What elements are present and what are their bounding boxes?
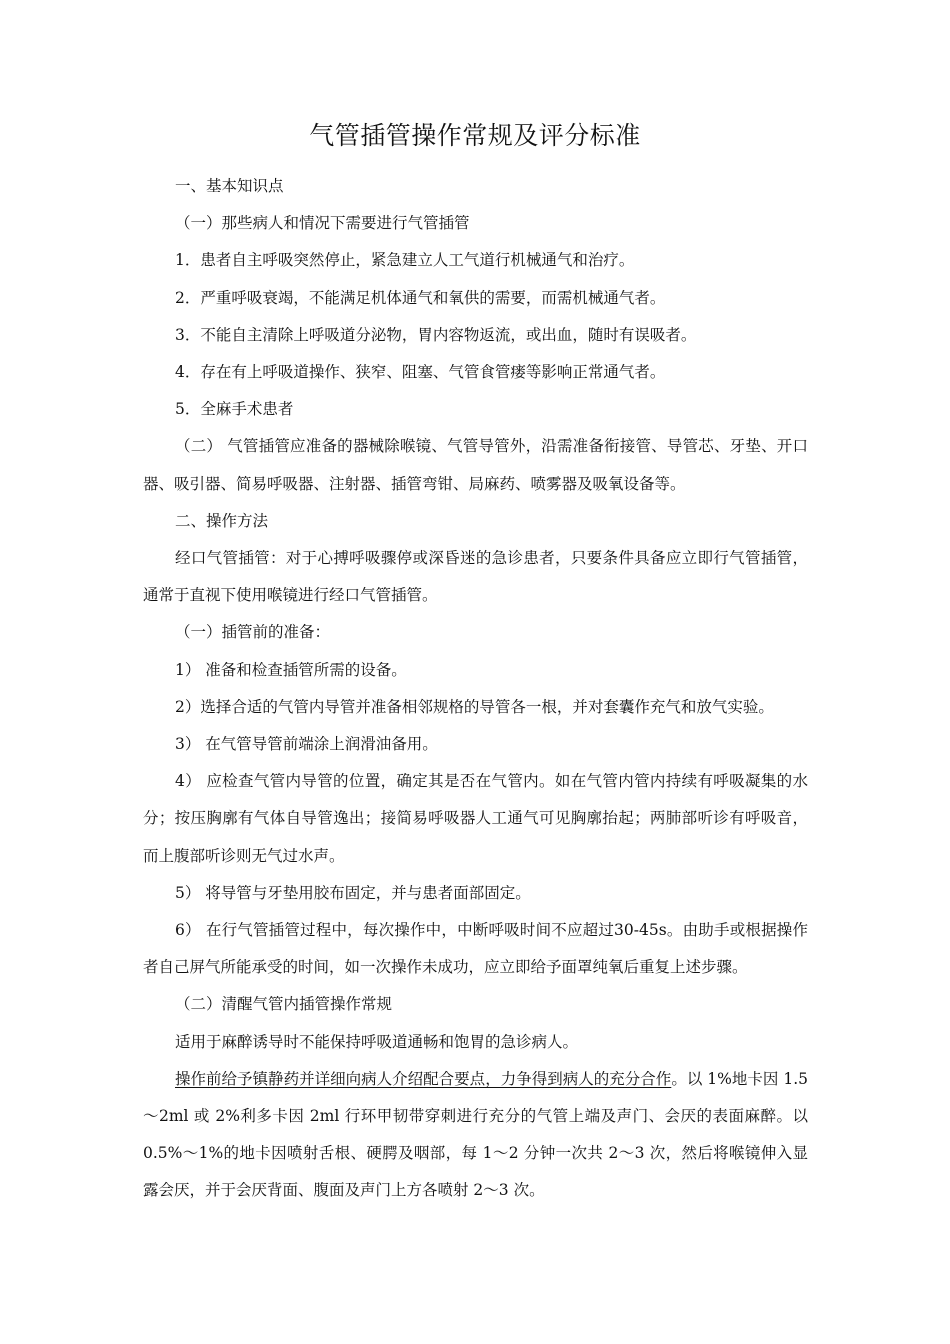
section-heading-methods: 二、操作方法 [175,511,269,530]
subsection-heading-awake-intubation: （二）清醒气管内插管操作常规 [175,995,393,1014]
document-title: 气管插管操作常规及评分标准 [309,121,641,150]
list-item: 3） 在气管导管前端涂上润滑油备用。 [175,735,438,754]
list-item: 6） 在行气管插管过程中，每次操作中，中断呼吸时间不应超过30-45s。由助手或根据操作者自己屏气所能承受的时间，如一次操作未成功，应立即给予面罩纯氧后重复上述步骤。 [143,921,808,977]
paragraph-anesthesia [143,1061,808,1210]
document-body [143,168,808,1210]
list-item: 5） 将导管与牙垫用胶布固定，并与患者面部固定。 [175,883,531,902]
list-item: 4．存在有上呼吸道操作、狭窄、阻塞、气管食管瘘等影响正常通气者。 [175,363,666,382]
list-item: 4） 应检查气管内导管的位置，确定其是否在气管内。如在气管内管内持续有呼吸凝集的水分；按压胸廓有气体自导管逸出；接简易呼吸器人工通气可见胸廓抬起；两肺部听诊有呼吸音，而上腹部听诊则无气过水声。 [143,772,808,865]
subsection-heading-preparation: （一）插管前的准备： [175,623,331,642]
section-heading-basics: 一、基本知识点 [175,177,284,195]
list-item: 5．全麻手术患者 [175,400,294,419]
underlined-text: 操作前给予镇静药并详细向病人介绍配合要点，力争得到病人的充分合作 [175,1069,672,1088]
paragraph-text: 。以 1%地卡因 1.5～2ml 或 2%利多卡因 2ml 行环甲韧带穿刺进行充分的气管上端及声门、会厌的表面麻醉。以 0.5%～1%的地卡因喷射舌根、硬腭及咽部，每 1～2 分钟一次共 2～3 次，然后将喉镜伸入显露会厌，并于会厌背面、腹面及声门上方各喷射 2～3 次。 [143,1069,808,1200]
list-item: 3．不能自主清除上呼吸道分泌物，胃内容物返流，或出血，随时有误吸者。 [175,325,697,344]
list-item: 1．患者自主呼吸突然停止，紧急建立人工气道行机械通气和治疗。 [175,251,635,270]
paragraph-equipment: （二） 气管插管应准备的器械除喉镜、气管导管外，沿需准备衔接管、导管芯、牙垫、开口器、吸引器、简易呼吸器、注射器、插管弯钳、局麻药、喷雾器及吸氧设备等。 [143,437,808,493]
paragraph-applicability: 适用于麻醉诱导时不能保持呼吸道通畅和饱胃的急诊病人。 [175,1032,579,1051]
list-item: 2．严重呼吸衰竭，不能满足机体通气和氧供的需要，而需机械通气者。 [175,288,666,307]
list-item: 2）选择合适的气管内导管并准备相邻规格的导管各一根，并对套囊作充气和放气实验。 [175,697,774,716]
list-item: 1） 准备和检查插管所需的设备。 [175,660,407,679]
subsection-heading-indications: （一）那些病人和情况下需要进行气管插管 [175,214,470,233]
paragraph-oral-intubation: 经口气管插管：对于心搏呼吸骤停或深昏迷的急诊患者，只要条件具备应立即行气管插管，通常于直视下使用喉镜进行经口气管插管。 [143,549,808,605]
